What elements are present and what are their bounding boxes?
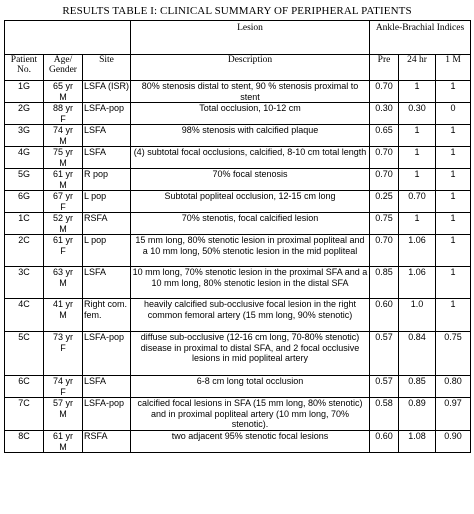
abi-pre-cell: 0.57 bbox=[370, 376, 399, 398]
table-row bbox=[5, 332, 471, 376]
age-text: 75 yr bbox=[52, 147, 73, 157]
description-cell: 15 mm long, 80% stenotic lesion in proximal popliteal and a 10 mm long, 50% stenotic lesion in the mid popliteal bbox=[131, 235, 370, 267]
age-text: 52 yr bbox=[52, 213, 73, 223]
gender-text: F bbox=[60, 201, 66, 212]
document bbox=[4, 2, 470, 453]
age-gender-cell bbox=[44, 213, 83, 235]
abi-1m-cell: 1 bbox=[436, 125, 471, 147]
header-24hr: 24 hr bbox=[399, 55, 436, 81]
gender-text: M bbox=[59, 91, 67, 102]
site-cell: RSFA bbox=[83, 213, 131, 235]
patient-no-cell: 7C bbox=[5, 398, 44, 431]
header-abi: Ankle-Brachial Indices bbox=[370, 21, 471, 55]
abi-pre-cell: 0.70 bbox=[370, 81, 399, 103]
patient-no-cell: 6C bbox=[5, 376, 44, 398]
patient-no-cell: 1C bbox=[5, 213, 44, 235]
abi-1m-cell: 0.80 bbox=[436, 376, 471, 398]
age-text: 57 yr bbox=[52, 398, 73, 408]
abi-pre-cell: 0.65 bbox=[370, 125, 399, 147]
table-row bbox=[5, 213, 471, 235]
age-gender-cell bbox=[44, 125, 83, 147]
site-cell: LSFA-pop bbox=[83, 332, 131, 376]
abi-1m-cell: 1 bbox=[436, 267, 471, 299]
site-cell: L pop bbox=[83, 235, 131, 267]
abi-1m-cell: 0 bbox=[436, 103, 471, 125]
age-gender-cell bbox=[44, 191, 83, 213]
header-blank bbox=[5, 21, 131, 55]
site-cell: LSFA bbox=[83, 376, 131, 398]
patient-no-cell: 4G bbox=[5, 147, 44, 169]
patient-no-cell: 2G bbox=[5, 103, 44, 125]
abi-24hr-cell: 1.06 bbox=[399, 235, 436, 267]
abi-24hr-cell: 0.89 bbox=[399, 398, 436, 431]
abi-1m-cell: 0.75 bbox=[436, 332, 471, 376]
header-1m: 1 M bbox=[436, 55, 471, 81]
description-cell: diffuse sub-occlusive (12-16 cm long, 70-80% stenotic) disease in proximal to distal SFA, and 2 focal occlusive lesions in mid popliteal artery bbox=[131, 332, 370, 376]
table-row bbox=[5, 299, 471, 332]
abi-pre-cell: 0.70 bbox=[370, 235, 399, 267]
age-gender-cell bbox=[44, 376, 83, 398]
description-cell: 98% stenosis with calcified plaque bbox=[131, 125, 370, 147]
description-cell: two adjacent 95% stenotic focal lesions bbox=[131, 431, 370, 453]
abi-24hr-cell: 0.85 bbox=[399, 376, 436, 398]
age-text: 63 yr bbox=[52, 267, 73, 277]
table-row bbox=[5, 81, 471, 103]
header-patient-no: Patient No. bbox=[5, 55, 44, 81]
age-text: 67 yr bbox=[52, 191, 73, 201]
abi-24hr-cell: 1 bbox=[399, 213, 436, 235]
site-cell: L pop bbox=[83, 191, 131, 213]
header-lesion: Lesion bbox=[131, 21, 370, 55]
table-row bbox=[5, 376, 471, 398]
abi-24hr-cell: 1.08 bbox=[399, 431, 436, 453]
age-gender-cell bbox=[44, 332, 83, 376]
gender-text: M bbox=[59, 179, 67, 190]
gender-text: M bbox=[59, 309, 67, 320]
abi-24hr-cell: 0.30 bbox=[399, 103, 436, 125]
age-gender-cell bbox=[44, 81, 83, 103]
description-cell: calcified focal lesions in SFA (15 mm long, 80% stenotic) and in proximal popliteal artery (10 mm long, 70% stenotic). bbox=[131, 398, 370, 431]
abi-1m-cell: 0.90 bbox=[436, 431, 471, 453]
gender-text: F bbox=[60, 113, 66, 124]
patient-no-cell: 6G bbox=[5, 191, 44, 213]
abi-24hr-cell: 1 bbox=[399, 169, 436, 191]
site-cell: LSFA bbox=[83, 267, 131, 299]
description-cell: Subtotal popliteal occlusion, 12-15 cm long bbox=[131, 191, 370, 213]
description-cell: 6-8 cm long total occlusion bbox=[131, 376, 370, 398]
age-gender-cell bbox=[44, 103, 83, 125]
description-cell: (4) subtotal focal occlusions, calcified, 8-10 cm total length bbox=[131, 147, 370, 169]
gender-text: F bbox=[60, 342, 66, 353]
abi-pre-cell: 0.85 bbox=[370, 267, 399, 299]
age-text: 61 yr bbox=[52, 431, 73, 441]
table-row bbox=[5, 103, 471, 125]
site-cell: RSFA bbox=[83, 431, 131, 453]
description-cell: heavily calcified sub-occlusive focal lesion in the right common femoral artery (15 mm long, 90% stenotic) bbox=[131, 299, 370, 332]
abi-24hr-cell: 0.70 bbox=[399, 191, 436, 213]
patient-no-cell: 1G bbox=[5, 81, 44, 103]
patient-no-cell: 3C bbox=[5, 267, 44, 299]
abi-pre-cell: 0.57 bbox=[370, 332, 399, 376]
patient-no-cell: 8C bbox=[5, 431, 44, 453]
gender-text: F bbox=[60, 245, 66, 256]
age-text: 74 yr bbox=[52, 125, 73, 135]
table-title: RESULTS TABLE I: CLINICAL SUMMARY OF PERIPHERAL PATIENTS bbox=[62, 5, 412, 17]
site-cell: LSFA bbox=[83, 125, 131, 147]
table-row bbox=[5, 169, 471, 191]
table-row bbox=[5, 431, 471, 453]
age-text: 41 yr bbox=[52, 299, 73, 309]
table-row bbox=[5, 267, 471, 299]
abi-pre-cell: 0.60 bbox=[370, 299, 399, 332]
gender-text: M bbox=[59, 277, 67, 288]
abi-pre-cell: 0.30 bbox=[370, 103, 399, 125]
gender-text: M bbox=[59, 441, 67, 452]
site-cell: LSFA (ISR) bbox=[83, 81, 131, 103]
patient-no-cell: 3G bbox=[5, 125, 44, 147]
gender-text: M bbox=[59, 408, 67, 419]
age-gender-cell bbox=[44, 267, 83, 299]
table-row bbox=[5, 398, 471, 431]
site-cell: LSFA-pop bbox=[83, 398, 131, 431]
header-pre: Pre bbox=[370, 55, 399, 81]
site-cell: R pop bbox=[83, 169, 131, 191]
header-age-gender: Age/ Gender bbox=[44, 55, 83, 81]
abi-1m-cell: 0.97 bbox=[436, 398, 471, 431]
patient-no-cell: 2C bbox=[5, 235, 44, 267]
age-gender-cell bbox=[44, 147, 83, 169]
abi-24hr-cell: 1 bbox=[399, 147, 436, 169]
age-text: 61 yr bbox=[52, 169, 73, 179]
abi-1m-cell: 1 bbox=[436, 81, 471, 103]
age-gender-cell bbox=[44, 299, 83, 332]
gender-text: F bbox=[60, 386, 66, 397]
description-cell: 10 mm long, 70% stenotic lesion in the proximal SFA and a 10 mm long, 80% stenotic lesion in the distal SFA bbox=[131, 267, 370, 299]
table-row bbox=[5, 147, 471, 169]
description-cell: 80% stenosis distal to stent, 90 % stenosis proximal to stent bbox=[131, 81, 370, 103]
abi-1m-cell: 1 bbox=[436, 299, 471, 332]
results-table bbox=[4, 20, 471, 453]
table-row bbox=[5, 191, 471, 213]
age-text: 61 yr bbox=[52, 235, 73, 245]
table-body bbox=[5, 81, 471, 453]
abi-1m-cell: 1 bbox=[436, 169, 471, 191]
age-gender-cell bbox=[44, 398, 83, 431]
age-gender-cell bbox=[44, 431, 83, 453]
abi-pre-cell: 0.70 bbox=[370, 169, 399, 191]
site-cell: Right com. fem. bbox=[83, 299, 131, 332]
abi-pre-cell: 0.25 bbox=[370, 191, 399, 213]
table-row bbox=[5, 125, 471, 147]
abi-pre-cell: 0.60 bbox=[370, 431, 399, 453]
abi-pre-cell: 0.58 bbox=[370, 398, 399, 431]
gender-text: M bbox=[59, 157, 67, 168]
age-text: 88 yr bbox=[52, 103, 73, 113]
header-site: Site bbox=[83, 55, 131, 81]
age-text: 73 yr bbox=[52, 332, 73, 342]
gender-text: M bbox=[59, 223, 67, 234]
site-cell: LSFA-pop bbox=[83, 103, 131, 125]
abi-1m-cell: 1 bbox=[436, 213, 471, 235]
description-cell: 70% focal stenosis bbox=[131, 169, 370, 191]
age-gender-cell bbox=[44, 235, 83, 267]
patient-no-cell: 5G bbox=[5, 169, 44, 191]
abi-1m-cell: 1 bbox=[436, 147, 471, 169]
description-cell: 70% stenotis, focal calcified lesion bbox=[131, 213, 370, 235]
abi-24hr-cell: 1 bbox=[399, 125, 436, 147]
age-gender-cell bbox=[44, 169, 83, 191]
abi-24hr-cell: 0.84 bbox=[399, 332, 436, 376]
patient-no-cell: 5C bbox=[5, 332, 44, 376]
gender-text: M bbox=[59, 135, 67, 146]
abi-1m-cell: 1 bbox=[436, 191, 471, 213]
table-row bbox=[5, 235, 471, 267]
header-description: Description bbox=[131, 55, 370, 81]
age-text: 65 yr bbox=[52, 81, 73, 91]
description-cell: Total occlusion, 10-12 cm bbox=[131, 103, 370, 125]
abi-pre-cell: 0.70 bbox=[370, 147, 399, 169]
age-text: 74 yr bbox=[52, 376, 73, 386]
abi-1m-cell: 1 bbox=[436, 235, 471, 267]
abi-24hr-cell: 1 bbox=[399, 81, 436, 103]
site-cell: LSFA bbox=[83, 147, 131, 169]
abi-pre-cell: 0.75 bbox=[370, 213, 399, 235]
patient-no-cell: 4C bbox=[5, 299, 44, 332]
abi-24hr-cell: 1.06 bbox=[399, 267, 436, 299]
abi-24hr-cell: 1.0 bbox=[399, 299, 436, 332]
